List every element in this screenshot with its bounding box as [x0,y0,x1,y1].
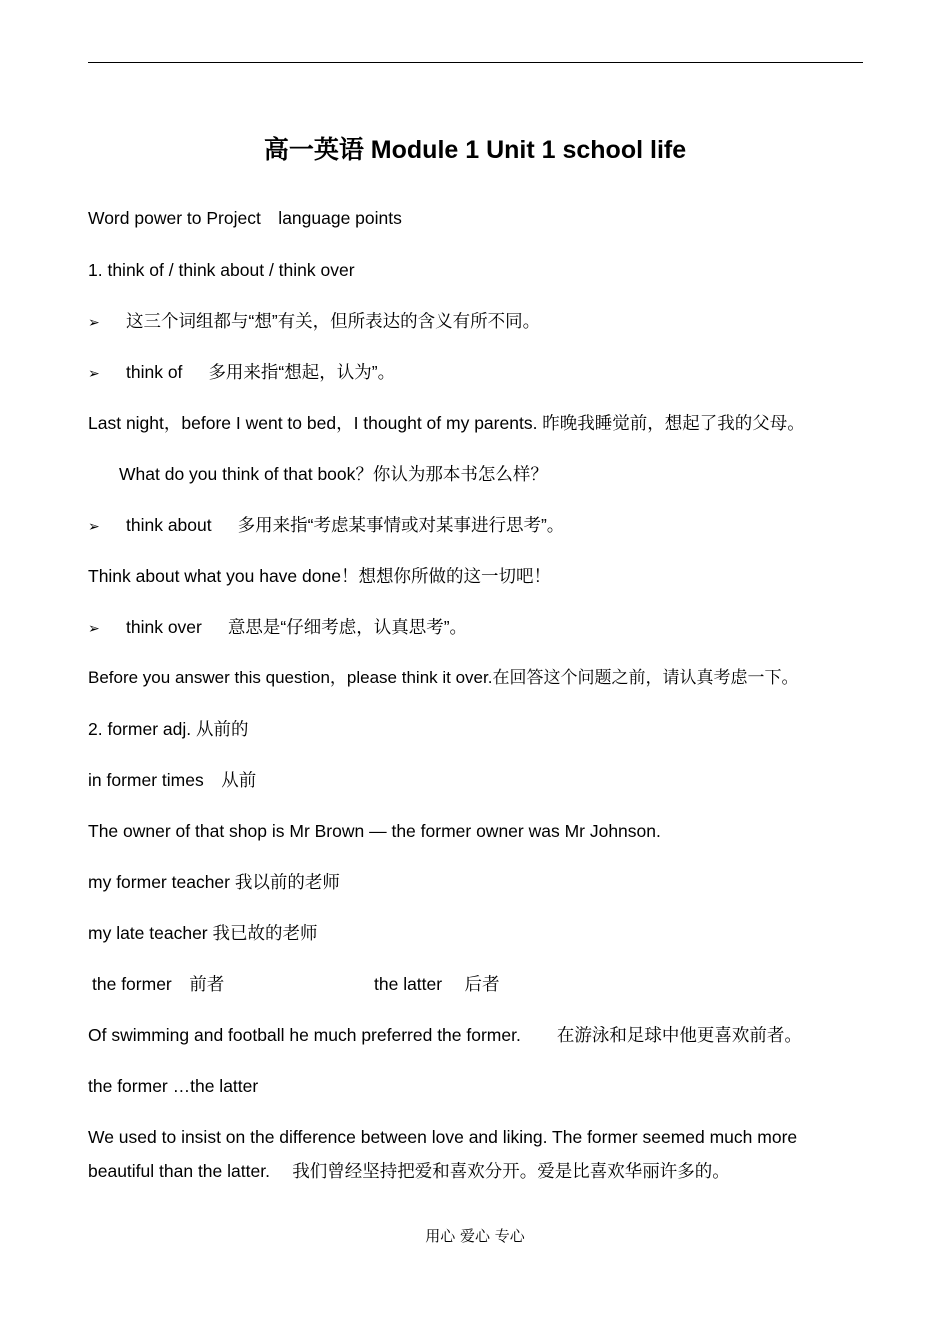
arrow-bullet-icon: ➢ [88,620,100,636]
former-latter-row [92,972,224,996]
example-love-line2: beautiful than the latter. 我们曾经坚持把爱和喜欢分开。爱是比喜欢华丽许多的。 [88,1161,730,1181]
bullet-think-of [88,360,395,385]
bullet-intro [88,309,540,334]
arrow-bullet-icon: ➢ [88,365,100,381]
example-swimming-cn: 在游泳和足球中他更喜欢前者。 [556,1025,802,1045]
example-swimming-en: Of swimming and football he much preferred the former. [88,1025,521,1045]
example-love-line1: We used to insist on the difference between love and liking. The former seemed much more [88,1127,798,1147]
think-over-meaning: 意思是“仔细考虑，认真思考”。 [227,617,468,637]
phrase-late-teacher: my late teacher 我已故的老师 [88,923,318,943]
bullet-think-over [88,615,467,640]
phrase-former-times: in former times 从前 [88,770,257,790]
think-over-term: think over [126,617,202,637]
arrow-bullet-icon: ➢ [88,314,100,330]
pattern-former-latter: the former …the latter [88,1076,259,1096]
bullet-think-about [88,513,564,538]
example-owner: The owner of that shop is Mr Brown — the former owner was Mr Johnson. [88,821,661,841]
think-about-term: think about [126,515,212,535]
example-3: Think about what you have done！想想你所做的这一切吧！ [88,566,551,586]
phrase-former-teacher: my former teacher 我以前的老师 [88,872,340,892]
latter-label: the latter 后者 [374,974,500,994]
example-2: What do you think of that book？你认为那本书怎么样？ [119,464,548,484]
header-rule [88,62,863,63]
think-about-meaning: 多用来指“考虑某事情或对某事进行思考”。 [237,515,565,535]
subtitle: Word power to Project language points [88,208,402,228]
think-of-term: think of [126,362,183,382]
arrow-bullet-icon: ➢ [88,518,100,534]
example-4: Before you answer this question，please think it over.在回答这个问题之前，请认真考虑一下。 [88,668,799,687]
item1-heading: 1. think of / think about / think over [88,260,355,280]
think-of-meaning: 多用来指“想起，认为”。 [208,362,396,382]
former-label: the former 前者 [92,974,225,994]
example-swimming [88,1023,802,1047]
item2-heading: 2. former adj. 从前的 [88,719,249,739]
example-1: Last night，before I went to bed，I thought of my parents. 昨晚我睡觉前，想起了我的父母。 [88,413,805,433]
bullet-intro-text: 这三个词组都与“想”有关，但所表达的含义有所不同。 [126,311,541,331]
page-title: 高一英语 Module 1 Unit 1 school life [263,136,687,164]
page-footer: 用心 爱心 专心 [425,1227,525,1245]
